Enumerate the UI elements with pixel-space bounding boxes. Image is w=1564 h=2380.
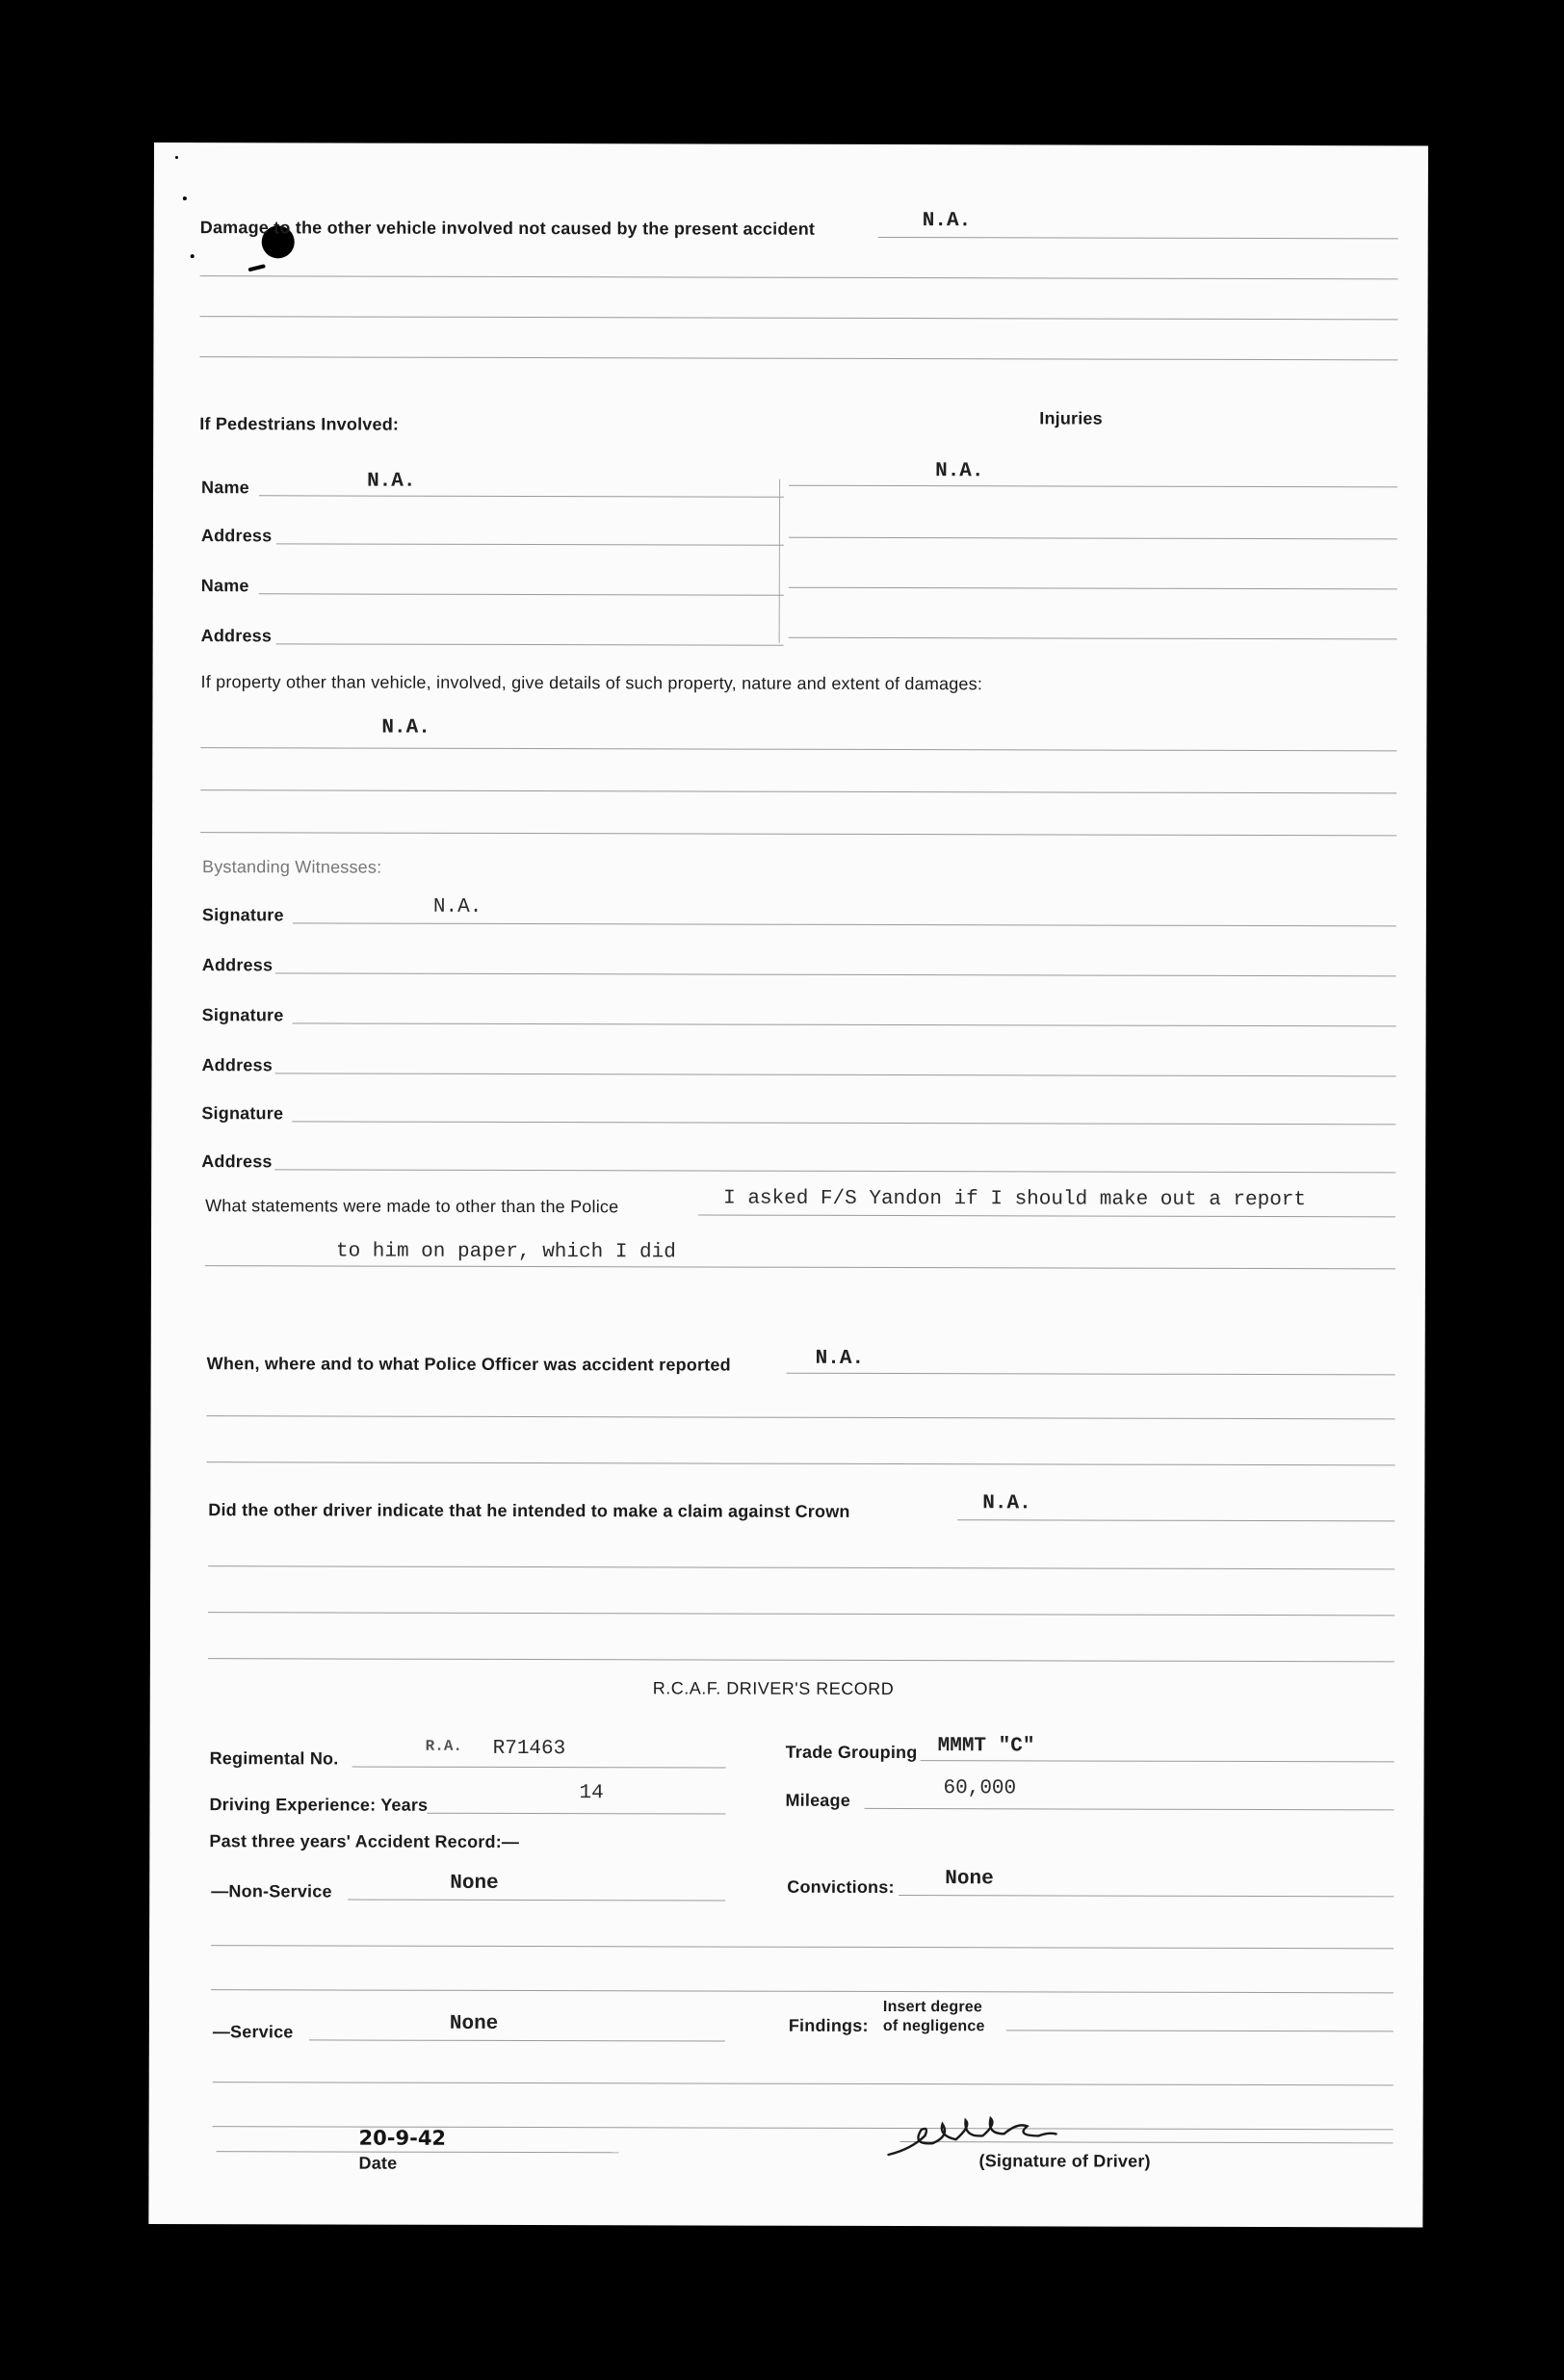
experience-value: 14 bbox=[579, 1782, 604, 1805]
injuries-label: Injuries bbox=[1039, 408, 1103, 428]
signature-label: (Signature of Driver) bbox=[978, 2151, 1151, 2171]
regimental-prefix: R.A. bbox=[425, 1737, 463, 1755]
witness-value: N.A. bbox=[432, 895, 482, 918]
witness-address-label-2: Address bbox=[201, 1055, 273, 1075]
mileage-label: Mileage bbox=[785, 1790, 850, 1810]
regimental-value: R71463 bbox=[492, 1737, 566, 1761]
past-record-label: Past three years' Accident Record:— bbox=[209, 1831, 520, 1851]
police-label: When, where and to what Police Officer was accident reported bbox=[206, 1354, 731, 1375]
witness-signature-label-1: Signature bbox=[201, 905, 284, 925]
statements-line-1: I asked F/S Yandon if I should make out a report bbox=[723, 1187, 1307, 1212]
pedestrian-address-label-1: Address bbox=[200, 526, 273, 546]
ink-speck bbox=[183, 196, 187, 200]
witness-signature-label-2: Signature bbox=[201, 1005, 284, 1025]
police-value: N.A. bbox=[815, 1347, 865, 1370]
witness-signature-label-3: Signature bbox=[201, 1103, 284, 1124]
nonservice-label: —Non-Service bbox=[211, 1881, 332, 1901]
convictions-value: None bbox=[945, 1868, 994, 1891]
ink-speck bbox=[248, 264, 265, 272]
record-title: R.C.A.F. DRIVER'S RECORD bbox=[652, 1678, 895, 1699]
trade-value: MMMT "C" bbox=[937, 1735, 1035, 1758]
ink-speck bbox=[175, 156, 178, 159]
pedestrian-name-label-1: Name bbox=[201, 478, 249, 498]
service-label: —Service bbox=[212, 2022, 294, 2042]
pedestrians-heading: If Pedestrians Involved: bbox=[199, 414, 400, 434]
pedestrian-name-label-2: Name bbox=[200, 576, 249, 596]
statements-line-2: to him on paper, which I did bbox=[335, 1240, 676, 1264]
date-label: Date bbox=[358, 2153, 398, 2173]
form-page bbox=[148, 142, 1428, 2227]
damage-value: N.A. bbox=[922, 210, 972, 233]
witnesses-heading: Bystanding Witnesses: bbox=[202, 857, 382, 877]
ink-speck bbox=[191, 254, 195, 258]
findings-note-2: of negligence bbox=[882, 2017, 985, 2035]
experience-label: Driving Experience: Years bbox=[209, 1795, 429, 1815]
witness-address-label-3: Address bbox=[201, 1151, 273, 1172]
property-label: If property other than vehicle, involved, give details of such property, nature and extent of damages: bbox=[200, 672, 983, 694]
regimental-label: Regimental No. bbox=[209, 1748, 339, 1769]
date-value: 20-9-42 bbox=[358, 2126, 447, 2150]
property-value: N.A. bbox=[381, 716, 430, 739]
injuries-value: N.A. bbox=[935, 460, 984, 483]
mileage-value: 60,000 bbox=[943, 1777, 1017, 1800]
findings-label: Findings: bbox=[788, 2015, 869, 2035]
pedestrian-name-value: N.A. bbox=[367, 470, 416, 493]
claim-label: Did the other driver indicate that he intended to make a claim against Crown bbox=[208, 1500, 850, 1521]
findings-note-1: Insert degree bbox=[882, 1998, 983, 2016]
service-value: None bbox=[449, 2012, 499, 2035]
nonservice-value: None bbox=[450, 1872, 499, 1895]
damage-label: Damage to the other vehicle involved not caused by the present accident bbox=[199, 218, 816, 239]
pedestrian-address-label-2: Address bbox=[200, 626, 273, 646]
trade-label: Trade Grouping bbox=[785, 1742, 918, 1763]
convictions-label: Convictions: bbox=[787, 1876, 895, 1898]
witness-address-label-1: Address bbox=[201, 955, 274, 975]
statements-label: What statements were made to other than the Police bbox=[205, 1196, 619, 1217]
claim-value: N.A. bbox=[982, 1492, 1031, 1515]
